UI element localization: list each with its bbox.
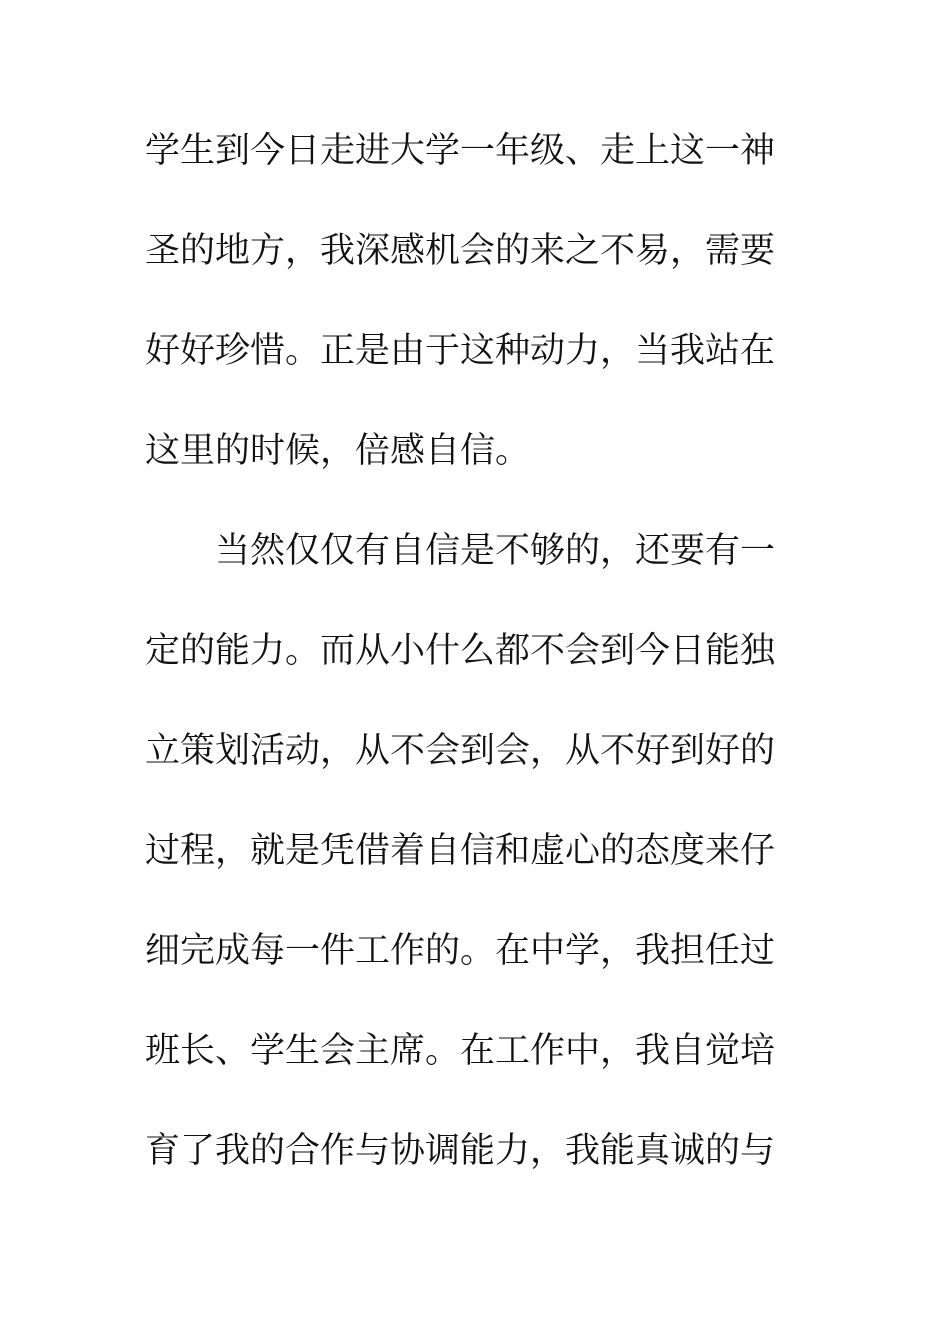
document-body bbox=[145, 126, 785, 1226]
paragraph-first-line: 当然仅仅有自信是不够的，还要有一 bbox=[215, 531, 776, 571]
text-line: 学生到今日走进大学一年级、走上这一神 bbox=[145, 131, 776, 171]
text-line: 班长、学生会主席。在工作中，我自觉培 bbox=[145, 1031, 776, 1071]
text-line: 圣的地方，我深感机会的来之不易，需要 bbox=[145, 231, 776, 271]
text-line: 这里的时候，倍感自信。 bbox=[145, 431, 531, 471]
text-line: 定的能力。而从小什么都不会到今日能独 bbox=[145, 631, 776, 671]
text-line: 立策划活动，从不会到会，从不好到好的 bbox=[145, 731, 776, 771]
text-line: 好好珍惜。正是由于这种动力，当我站在 bbox=[145, 331, 776, 371]
text-line: 过程，就是凭借着自信和虚心的态度来仔 bbox=[145, 831, 776, 871]
text-line: 育了我的合作与协调能力，我能真诚的与 bbox=[145, 1131, 776, 1171]
text-line: 细完成每一件工作的。在中学，我担任过 bbox=[145, 931, 776, 971]
